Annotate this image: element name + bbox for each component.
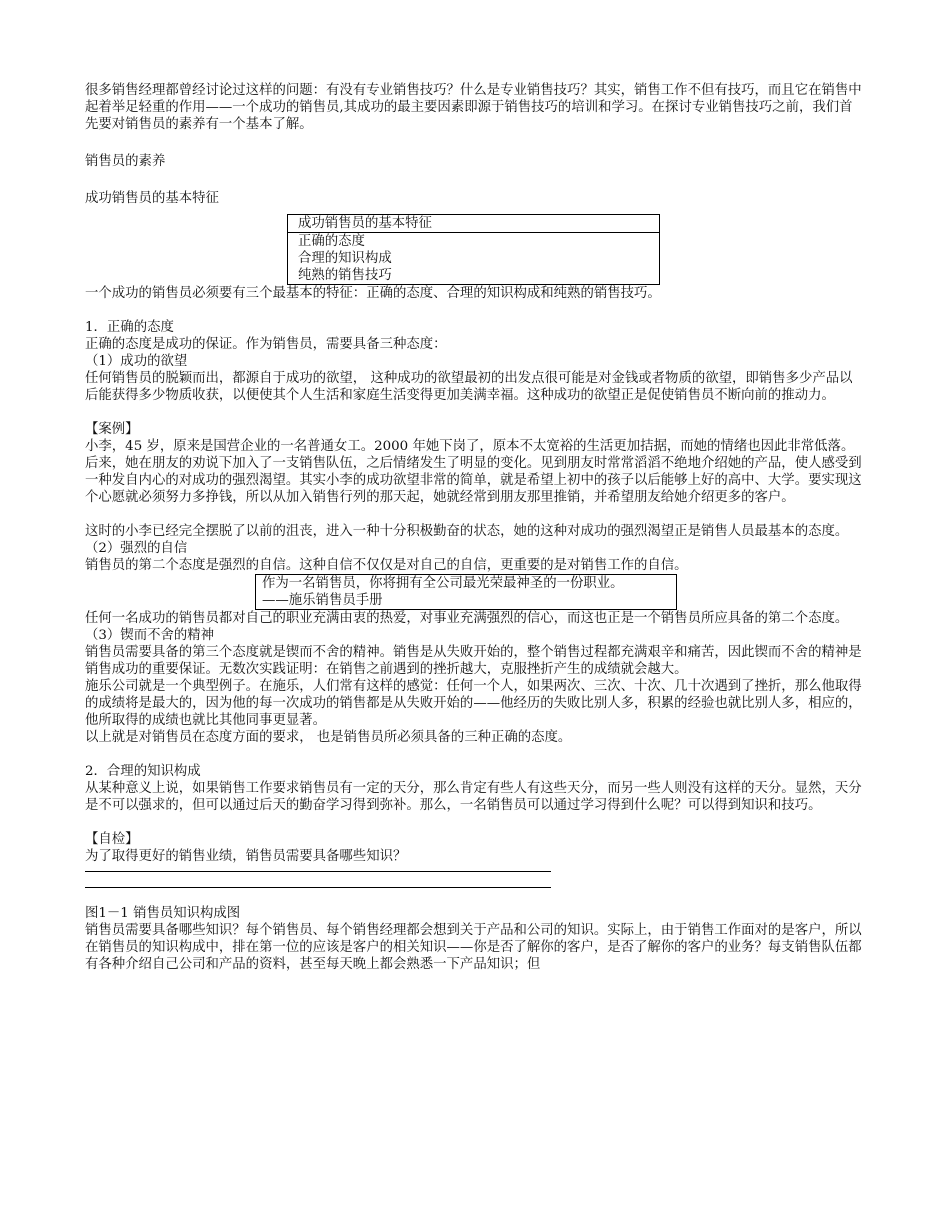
sub1-text: 任何销售员的脱颖而出，都源自于成功的欲望， 这种成功的欲望最初的出发点很可能是对金钱或者物质的欲望，即销售多少产品以后能获得多少物质收获，以便使其个人生活和家庭生活变得更加美满幸福。这种成功的欲望正是促使销售员不断向前的推动力。 xyxy=(85,371,853,403)
intro-paragraph: 很多销售经理都曾经讨论过这样的问题：有没有专业销售技巧？什么是专业销售技巧？其实，销售工作不但有技巧，而且它在销售中起着举足轻重的作用——一个成功的销售员,其成功的最主要因素即源于销售技巧的培训和学习。在探讨专业销售技巧之前，我们首先要对销售员的素养有一个基本了解。 xyxy=(85,83,862,132)
heading-quality: 销售员的素养 xyxy=(85,154,166,169)
section2-title: 2．合理的知识构成 xyxy=(85,764,201,779)
quote-box xyxy=(255,574,677,610)
sub2-title: （2）强烈的自信 xyxy=(85,541,188,556)
sub1-title: （1）成功的欲望 xyxy=(85,354,188,369)
section1-title: 1．正确的态度 xyxy=(85,320,174,335)
section2-text: 从某种意义上说，如果销售工作要求销售员有一定的天分，那么肯定有些人有这些天分，而另一些人则没有这样的天分。显然，天分是不可以强求的，但可以通过后天的勤奋学习得到弥补。那么，一名销售员可以通过学习得到什么呢？可以得到知识和技巧。 xyxy=(85,781,862,813)
quote-line: 作为一名销售员，你将拥有全公司最光荣最神圣的一份职业。 xyxy=(262,576,624,591)
sub2-after: 任何一名成功的销售员都对自己的职业充满由衷的热爱，对事业充满强烈的信心，而这也正是一个销售员所应具备的第二个态度。 xyxy=(85,611,849,626)
heading-features: 成功销售员的基本特征 xyxy=(85,191,219,206)
feature-table-header: 成功销售员的基本特征 xyxy=(288,215,660,233)
case-label: 【案例】 xyxy=(85,422,139,437)
self-check-label: 【自检】 xyxy=(85,832,139,847)
section1-lead: 正确的态度是成功的保证。作为销售员，需要具备三种态度： xyxy=(85,337,447,352)
answer-line xyxy=(85,871,551,872)
figure-caption: 图1－1 销售员知识构成图 xyxy=(85,906,241,921)
sub2-text: 销售员的第二个态度是强烈的自信。这种自信不仅仅是对自己的自信，更重要的是对销售工作的自信。 xyxy=(85,558,688,573)
sub3-example: 施乐公司就是一个典型例子。在施乐，人们常有这样的感觉：任何一个人，如果两次、三次、十次、几十次遇到了挫折，那么他取得的成绩将是最大的，因为他的每一次成功的销售都是从失败开始的——他经历的失败比别人多，积累的经验也就比别人多，相应的，他所取得的成绩也就比其他同事更显著。 xyxy=(85,679,862,728)
sub3-title: （3）锲而不舍的精神 xyxy=(85,628,215,643)
final-paragraph: 销售员需要具备哪些知识？每个销售员、每个销售经理都会想到关于产品和公司的知识。实际上，由于销售工作面对的是客户，所以在销售员的知识构成中，排在第一位的应该是客户的相关知识——你是否了解你的客户，是否了解你的客户的业务？每支销售队伍都有各种介绍自己公司和产品的资料，甚至每天晚上都会熟悉一下产品知识；但 xyxy=(85,923,862,972)
case-text: 小李，45 岁，原来是国营企业的一名普通女工。2000 年她下岗了，原本不太宽裕的生活更加拮据，而她的情绪也因此非常低落。后来，她在朋友的劝说下加入了一支销售队伍，之后情绪发生了明显的变化。见到朋友时常常滔滔不绝地介绍她的产品，使人感受到一种发自内心的对成功的强烈渴望。其实小李的成功欲望非常的简单，就是希望上初中的孩子以后能够上好的高中、大学。要实现这个心愿就必须努力多挣钱，所以从加入销售行列的那天起，她就经常到朋友那里推销，并希望朋友给她介绍更多的客户。 xyxy=(85,439,862,505)
feature-table-row: 纯熟的销售技巧 xyxy=(298,268,392,283)
feature-table-row: 正确的态度 xyxy=(298,234,365,249)
feature-table xyxy=(287,214,660,285)
case-after: 这时的小李已经完全摆脱了以前的沮丧，进入一种十分积极勤奋的状态，她的这种对成功的强烈渴望正是销售人员最基本的态度。 xyxy=(85,524,849,539)
quote-attribution: ——施乐销售员手册 xyxy=(262,593,383,608)
summary-paragraph: 一个成功的销售员必须要有三个最基本的特征：正确的态度、合理的知识构成和纯熟的销售技巧。 xyxy=(85,286,661,301)
sub3-text: 销售员需要具备的第三个态度就是锲而不舍的精神。销售是从失败开始的，整个销售过程都充满艰辛和痛苦，因此锲而不舍的精神是销售成功的重要保证。无数次实践证明：在销售之前遇到的挫折越大，克服挫折产生的成绩就会越大。 xyxy=(85,645,862,677)
feature-table-row: 合理的知识构成 xyxy=(298,251,392,266)
self-check-question: 为了取得更好的销售业绩，销售员需要具备哪些知识？ xyxy=(85,849,407,864)
document-page xyxy=(85,82,865,973)
section1-conclusion: 以上就是对销售员在态度方面的要求， 也是销售员所必须具备的三种正确的态度。 xyxy=(85,730,572,745)
